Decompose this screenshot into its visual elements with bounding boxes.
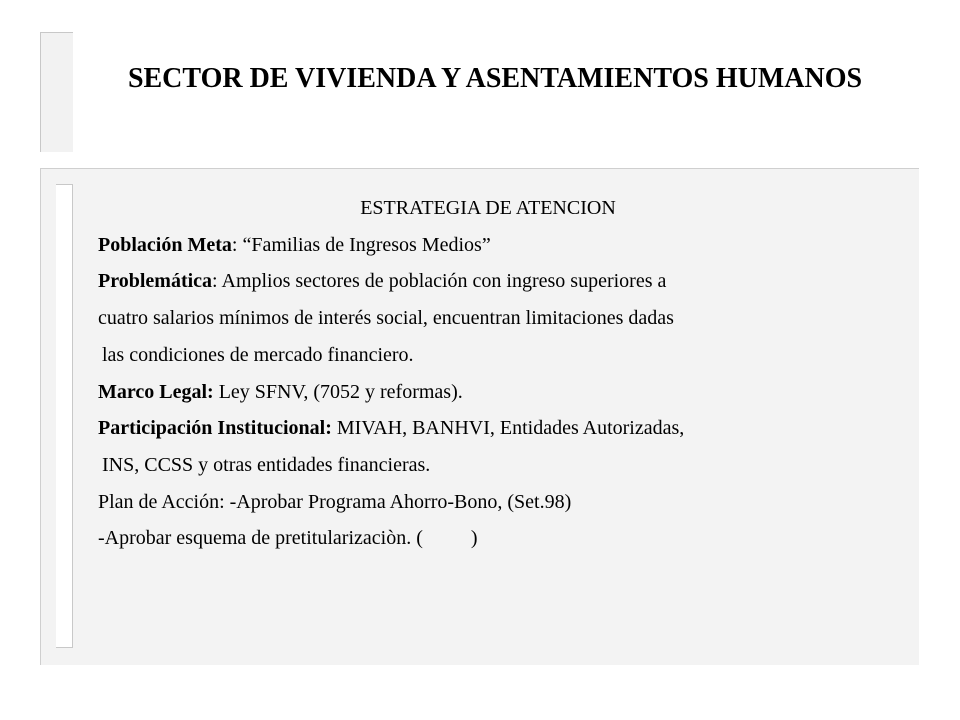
plan-accion-line-2 (98, 520, 908, 557)
problematica-text-1: Amplios sectores de población con ingreso superiores a (221, 270, 667, 293)
title-frame-decoration (40, 32, 73, 152)
poblacion-meta-value: “Familias de Ingresos Medios” (242, 233, 491, 256)
plan-accion-text-2: -Aprobar esquema de pretitularizaciòn. ( (98, 527, 423, 550)
content-bar-decoration (56, 184, 73, 648)
marco-legal-label: Marco Legal: (98, 380, 214, 403)
slide-title: SECTOR DE VIVIENDA Y ASENTAMIENTOS HUMANOS (127, 63, 863, 94)
problematica-label: Problemática (98, 270, 213, 293)
participacion-text-2: INS, CCSS y otras entidades financieras. (102, 453, 431, 476)
marco-legal-value: Ley SFNV, (7052 y reformas). (213, 380, 463, 403)
participacion-line (98, 410, 908, 447)
poblacion-meta-label: Población Meta (98, 233, 232, 256)
problematica-text-2: cuatro salarios mínimos de interés social, encuentran limitaciones dadas (98, 307, 674, 330)
plan-accion-line-1: Plan de Acción: -Aprobar Programa Ahorro-Bono, (Set.98) (98, 490, 572, 513)
section-subtitle: ESTRATEGIA DE ATENCION (360, 197, 616, 219)
marco-legal-line (98, 374, 908, 411)
participacion-text-1: MIVAH, BANHVI, Entidades Autorizadas, (331, 417, 685, 440)
problematica-line (98, 263, 908, 300)
problematica-text-3: las condiciones de mercado financiero. (102, 343, 414, 366)
slide-body (98, 190, 908, 557)
poblacion-meta-line (98, 227, 908, 264)
problematica-sep: : (212, 270, 222, 293)
poblacion-meta-sep: : (231, 233, 243, 256)
participacion-label: Participación Institucional: (98, 417, 332, 440)
plan-accion-close-paren: ) (470, 527, 478, 550)
